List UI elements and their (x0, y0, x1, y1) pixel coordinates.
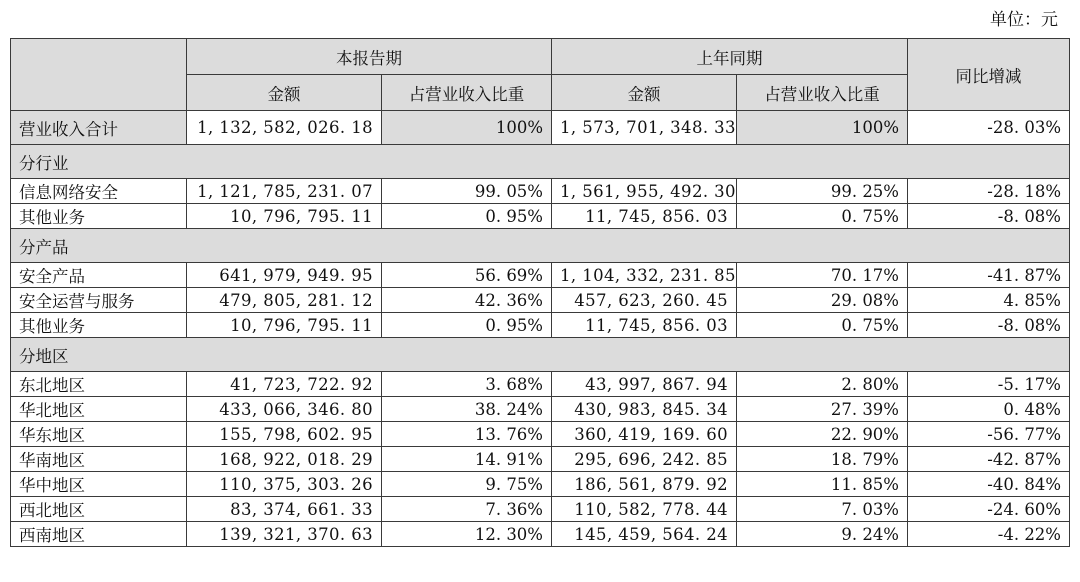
prior-share: 0. 75% (737, 204, 908, 229)
row-label: 信息网络安全 (11, 179, 187, 204)
current-share: 9. 75% (382, 472, 552, 497)
current-amount: 10, 796, 795. 11 (187, 313, 382, 338)
current-amount: 1, 121, 785, 231. 07 (187, 179, 382, 204)
current-share: 3. 68% (382, 372, 552, 397)
prior-share: 18. 79% (737, 447, 908, 472)
table-row (11, 497, 1070, 522)
prior-amount: 1, 561, 955, 492. 30 (552, 179, 737, 204)
prior-share: 0. 75% (737, 313, 908, 338)
row-label: 安全运营与服务 (11, 288, 187, 313)
header-prior-amount: 金额 (552, 75, 737, 111)
header-prior-share: 占营业收入比重 (737, 75, 908, 111)
section-title: 分产品 (11, 229, 1070, 263)
current-share: 0. 95% (382, 313, 552, 338)
current-share: 12. 30% (382, 522, 552, 547)
total-yoy-change: -28. 03% (908, 111, 1070, 145)
prior-amount: 360, 419, 169. 60 (552, 422, 737, 447)
prior-amount: 295, 696, 242. 85 (552, 447, 737, 472)
current-share: 13. 76% (382, 422, 552, 447)
current-share: 14. 91% (382, 447, 552, 472)
table-row (11, 204, 1070, 229)
row-label: 西北地区 (11, 497, 187, 522)
prior-amount: 1, 104, 332, 231. 85 (552, 263, 737, 288)
yoy-change: 4. 85% (908, 288, 1070, 313)
current-amount: 110, 375, 303. 26 (187, 472, 382, 497)
yoy-change: -4. 22% (908, 522, 1070, 547)
table-row (11, 313, 1070, 338)
section-header-product (11, 229, 1070, 263)
current-amount: 168, 922, 018. 29 (187, 447, 382, 472)
prior-amount: 43, 997, 867. 94 (552, 372, 737, 397)
header-prior-period: 上年同期 (552, 39, 908, 75)
yoy-change: -40. 84% (908, 472, 1070, 497)
table-row (11, 263, 1070, 288)
table-row (11, 288, 1070, 313)
prior-share: 99. 25% (737, 179, 908, 204)
current-amount: 10, 796, 795. 11 (187, 204, 382, 229)
table-row (11, 372, 1070, 397)
prior-share: 2. 80% (737, 372, 908, 397)
row-label: 华中地区 (11, 472, 187, 497)
total-current-share: 100% (382, 111, 552, 145)
current-share: 99. 05% (382, 179, 552, 204)
row-label: 华南地区 (11, 447, 187, 472)
current-amount: 41, 723, 722. 92 (187, 372, 382, 397)
prior-share: 9. 24% (737, 522, 908, 547)
current-amount: 433, 066, 346. 80 (187, 397, 382, 422)
yoy-change: -5. 17% (908, 372, 1070, 397)
row-label: 西南地区 (11, 522, 187, 547)
section-title: 分行业 (11, 145, 1070, 179)
table-row (11, 179, 1070, 204)
table-row (11, 472, 1070, 497)
table-row (11, 447, 1070, 472)
section-header-region (11, 338, 1070, 372)
total-current-amount: 1, 132, 582, 026. 18 (187, 111, 382, 145)
prior-share: 7. 03% (737, 497, 908, 522)
section-title: 分地区 (11, 338, 1070, 372)
yoy-change: -24. 60% (908, 497, 1070, 522)
yoy-change: -8. 08% (908, 313, 1070, 338)
prior-amount: 186, 561, 879. 92 (552, 472, 737, 497)
table-body (11, 111, 1070, 547)
table-header (11, 39, 1070, 111)
table-row (11, 522, 1070, 547)
total-label: 营业收入合计 (11, 111, 187, 145)
prior-share: 29. 08% (737, 288, 908, 313)
prior-share: 70. 17% (737, 263, 908, 288)
prior-amount: 457, 623, 260. 45 (552, 288, 737, 313)
yoy-change: -56. 77% (908, 422, 1070, 447)
row-label: 华北地区 (11, 397, 187, 422)
yoy-change: -41. 87% (908, 263, 1070, 288)
total-prior-amount: 1, 573, 701, 348. 33 (552, 111, 737, 145)
current-amount: 83, 374, 661. 33 (187, 497, 382, 522)
yoy-change: -42. 87% (908, 447, 1070, 472)
header-current-period: 本报告期 (187, 39, 552, 75)
header-current-amount: 金额 (187, 75, 382, 111)
table-row (11, 422, 1070, 447)
total-prior-share: 100% (737, 111, 908, 145)
prior-amount: 11, 745, 856. 03 (552, 204, 737, 229)
header-current-share: 占营业收入比重 (382, 75, 552, 111)
row-label: 安全产品 (11, 263, 187, 288)
row-label: 东北地区 (11, 372, 187, 397)
header-blank-cell (11, 39, 187, 111)
current-amount: 479, 805, 281. 12 (187, 288, 382, 313)
unit-label: 单位：元 (990, 10, 1058, 30)
prior-amount: 110, 582, 778. 44 (552, 497, 737, 522)
current-amount: 139, 321, 370. 63 (187, 522, 382, 547)
total-row (11, 111, 1070, 145)
prior-amount: 145, 459, 564. 24 (552, 522, 737, 547)
current-share: 38. 24% (382, 397, 552, 422)
current-share: 56. 69% (382, 263, 552, 288)
prior-amount: 430, 983, 845. 34 (552, 397, 737, 422)
current-share: 42. 36% (382, 288, 552, 313)
current-amount: 641, 979, 949. 95 (187, 263, 382, 288)
current-share: 0. 95% (382, 204, 552, 229)
current-share: 7. 36% (382, 497, 552, 522)
prior-amount: 11, 745, 856. 03 (552, 313, 737, 338)
table-row (11, 397, 1070, 422)
row-label: 华东地区 (11, 422, 187, 447)
header-row-1 (11, 39, 1070, 75)
header-yoy-change: 同比增减 (908, 39, 1070, 111)
revenue-breakdown-table (10, 38, 1070, 547)
section-header-industry (11, 145, 1070, 179)
yoy-change: -8. 08% (908, 204, 1070, 229)
yoy-change: 0. 48% (908, 397, 1070, 422)
prior-share: 22. 90% (737, 422, 908, 447)
prior-share: 11. 85% (737, 472, 908, 497)
row-label: 其他业务 (11, 204, 187, 229)
row-label: 其他业务 (11, 313, 187, 338)
yoy-change: -28. 18% (908, 179, 1070, 204)
prior-share: 27. 39% (737, 397, 908, 422)
current-amount: 155, 798, 602. 95 (187, 422, 382, 447)
